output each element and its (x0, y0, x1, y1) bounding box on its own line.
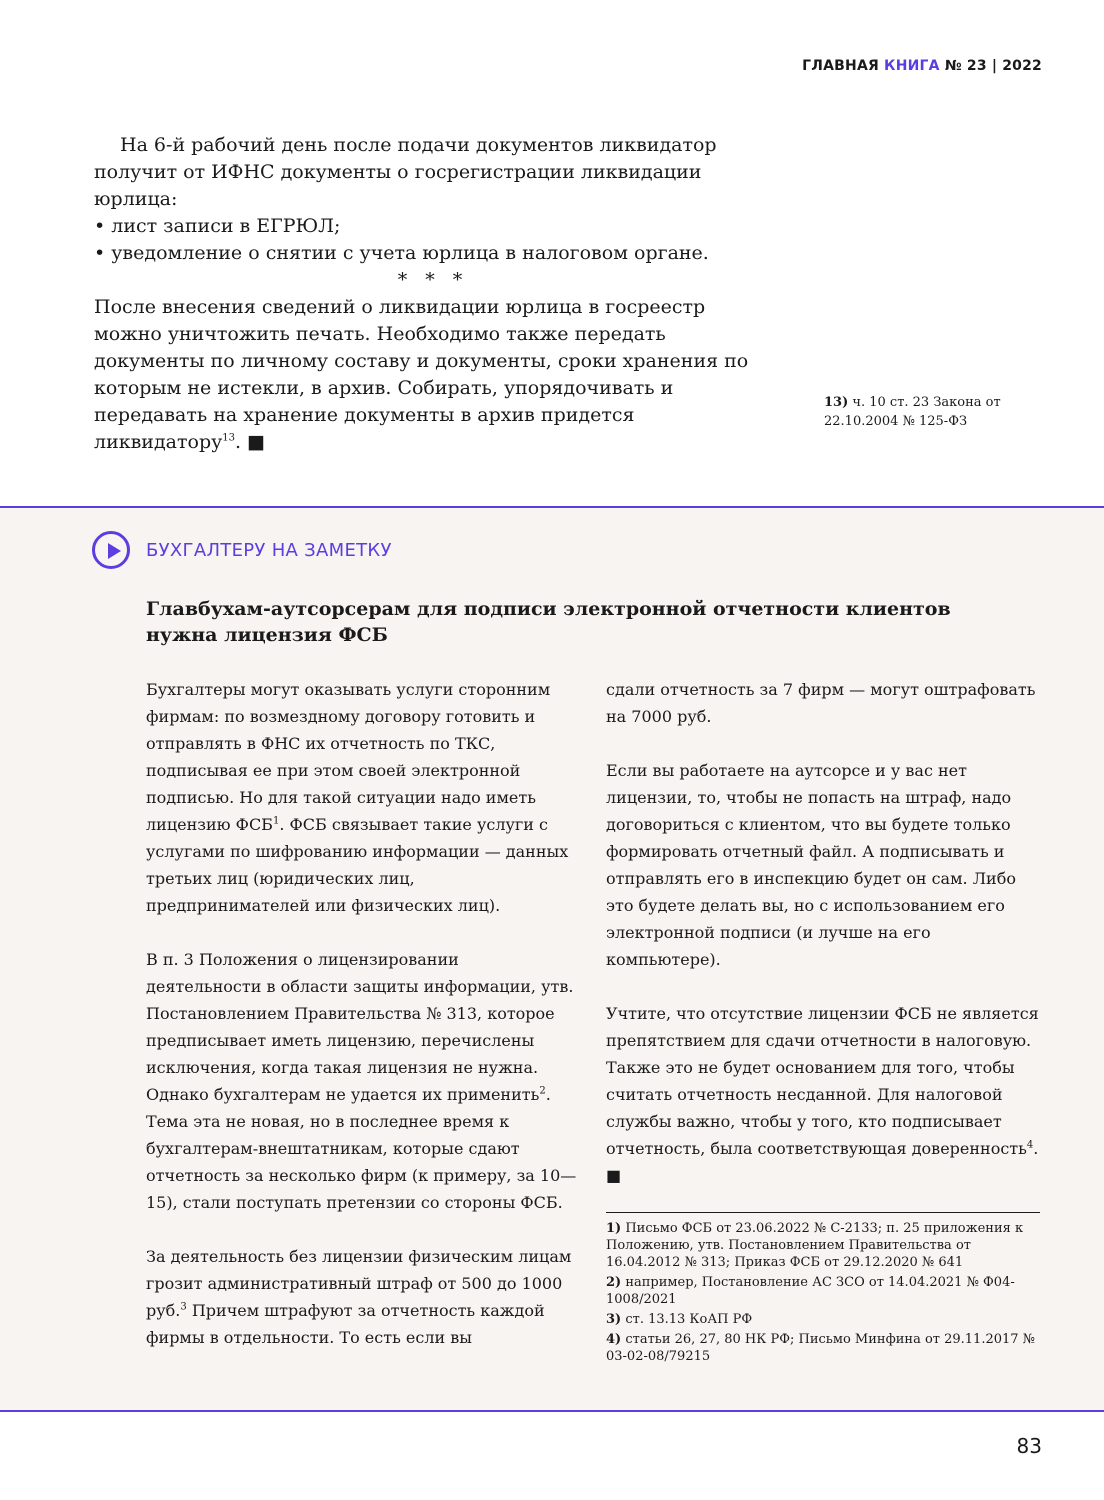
intro-paragraph: На 6-й рабочий день после подачи документов ликвидатор получит от ИФНС документы о госрегистрации ликвидации юрлица: (94, 134, 717, 210)
box-column-right (606, 676, 1044, 1216)
side-footnote-text: ч. 10 ст. 23 Закона от 22.10.2004 № 125-ФЗ (824, 395, 1001, 429)
header-title-part1: ГЛАВНАЯ (802, 58, 879, 74)
footnotes (606, 1220, 1044, 1368)
section-separator: * * * (397, 269, 469, 291)
footnote-item: 4) статьи 26, 27, 80 НК РФ; Письмо Минфина от 29.11.2017 № 03-02-08/79215 (606, 1332, 1035, 1364)
closing-paragraph: После внесения сведений о ликвидации юрлица в госреестр можно уничтожить печать. Необходимо также передать документы по личному составу и документы, сроки хранения по которым не истекли, в архив. Собирать, упорядочивать и передавать на хранение документы в архив придется ликвидатору$^{13}$. ■ (94, 296, 749, 453)
side-footnote (824, 393, 1044, 431)
running-header (802, 58, 1042, 74)
box-paragraph: сдали отчетность за 7 фирм — могут оштрафовать на 7000 руб. (606, 680, 1036, 726)
footnote-item: 2) например, Постановление АС ЗСО от 14.04.2021 № Ф04-1008/2021 (606, 1275, 1015, 1307)
footnote-item: 3) ст. 13.13 КоАП РФ (606, 1312, 753, 1327)
side-footnote-number: 13) (824, 395, 849, 410)
intro-bullet: • уведомление о снятии с учета юрлица в налоговом органе. (94, 242, 709, 264)
intro-bullet: • лист записи в ЕГРЮЛ; (94, 215, 341, 237)
box-paragraph: Если вы работаете на аутсорсе и у вас нет лицензии, то, чтобы не попасть на штраф, надо договориться с клиентом, что вы будете только формировать отчетный файл. А подписывать и отправлять его в инспекцию будет он сам. Либо это будете делать вы, но с использованием его электронной подписи (и лучше на его компьютере). (606, 761, 1016, 969)
box-paragraph: Учтите, что отсутствие лицензии ФСБ не является препятствием для сдачи отчетности в налоговую. Также это не будет основанием для того, чтобы считать отчетность несданной. Для налоговой службы важно, чтобы у того, кто подписывает отчетность, была соответствующая доверенность$^4$. ■ (606, 1004, 1039, 1185)
box-paragraph: В п. 3 Положения о лицензировании деятельности в области защиты информации, утв. Постановлением Правительства № 313, которое предписывает иметь лицензию, перечислены исключения, когда такая лицензия не нужна. Однако бухгалтерам не удается их применить$^2$. Тема эта не новая, но в последнее время к бухгалтерам-внештатникам, которые сдают отчетность за несколько фирм (к примеру, за 10—15), стали поступать претензии со стороны ФСБ. (146, 950, 577, 1212)
box-title: Главбухам-аутсорсерам для подписи электронной отчетности клиентов нужна лицензия ФСБ (146, 598, 951, 646)
footnote-divider (606, 1212, 1040, 1213)
header-issue: № 23 | 2022 (944, 58, 1042, 74)
play-icon (92, 531, 130, 569)
intro-section (94, 132, 772, 456)
box-paragraph: Бухгалтеры могут оказывать услуги сторонним фирмам: по возмездному договору готовить и отправлять в ФНС их отчетность по ТКС, подписывая ее при этом своей электронной подписью. Но для такой ситуации надо иметь лицензию ФСБ$^1$. ФСБ связывает такие услуги с услугами по шифрованию информации — данных третьих лиц (юридических лиц, предпринимателей или физических лиц). (146, 680, 569, 915)
page-number: 83 (1016, 1434, 1042, 1458)
box-column-left (146, 676, 578, 1378)
box-label: БУХГАЛТЕРУ НА ЗАМЕТКУ (146, 540, 392, 561)
box-paragraph: За деятельность без лицензии физическим лицам грозит административный штраф от 500 до 1000 руб.$^3$ Причем штрафуют за отчетность каждой фирмы в отдельности. То есть если вы (146, 1247, 572, 1347)
footnote-item: 1) Письмо ФСБ от 23.06.2022 № С-2133; п. 25 приложения к Положению, утв. Постановлением Правительства от 16.04.2012 № 313; Приказ ФСБ от 29.12.2020 № 641 (606, 1221, 1024, 1270)
header-title-part2: КНИГА (884, 58, 940, 74)
footnote-ref: 13 (222, 432, 236, 444)
